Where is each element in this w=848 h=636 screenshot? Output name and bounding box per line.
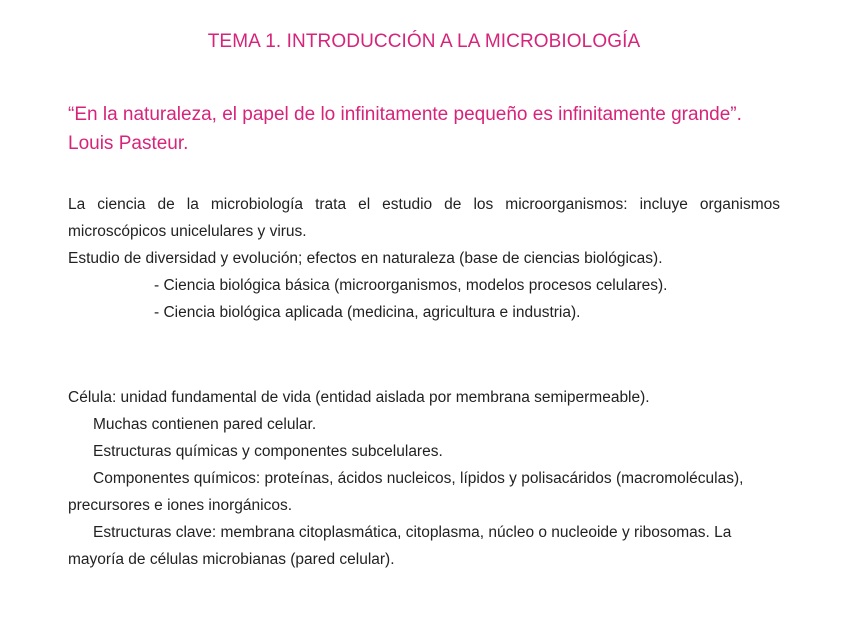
list-item-basic-science: - Ciencia biológica básica (microorganismos, modelos procesos celulares). bbox=[154, 277, 668, 294]
microbiology-definition: La ciencia de la microbiología trata el estudio de los microorganismos: incluye organismos microscópicos unicelulares y virus. bbox=[68, 196, 780, 240]
cell-point-key-structures: Estructuras clave: membrana citoplasmática, citoplasma, núcleo o nucleoide y ribosomas. La mayoría de células microbianas (pared celular). bbox=[68, 524, 732, 568]
cell-point-structures: Estructuras químicas y componentes subcelulares. bbox=[93, 443, 443, 460]
cell-definition: Célula: unidad fundamental de vida (entidad aislada por membrana semipermeable). bbox=[68, 389, 650, 406]
page-title: TEMA 1. INTRODUCCIÓN A LA MICROBIOLOGÍA bbox=[207, 31, 641, 52]
intro-section bbox=[68, 191, 780, 326]
cell-point-chemical-components: Componentes químicos: proteínas, ácidos nucleicos, lípidos y polisacáridos (macromoléculas), precursores e iones inorgánicos. bbox=[68, 470, 744, 514]
cell-section bbox=[68, 384, 780, 573]
study-scope: Estudio de diversidad y evolución; efectos en naturaleza (base de ciencias biológicas). bbox=[68, 250, 663, 267]
cell-point-wall: Muchas contienen pared celular. bbox=[93, 416, 317, 433]
list-item-applied-science: - Ciencia biológica aplicada (medicina, agricultura e industria). bbox=[154, 304, 581, 321]
pasteur-quote: “En la naturaleza, el papel de lo infinitamente pequeño es infinitamente grande”. Louis Pasteur. bbox=[68, 104, 742, 154]
